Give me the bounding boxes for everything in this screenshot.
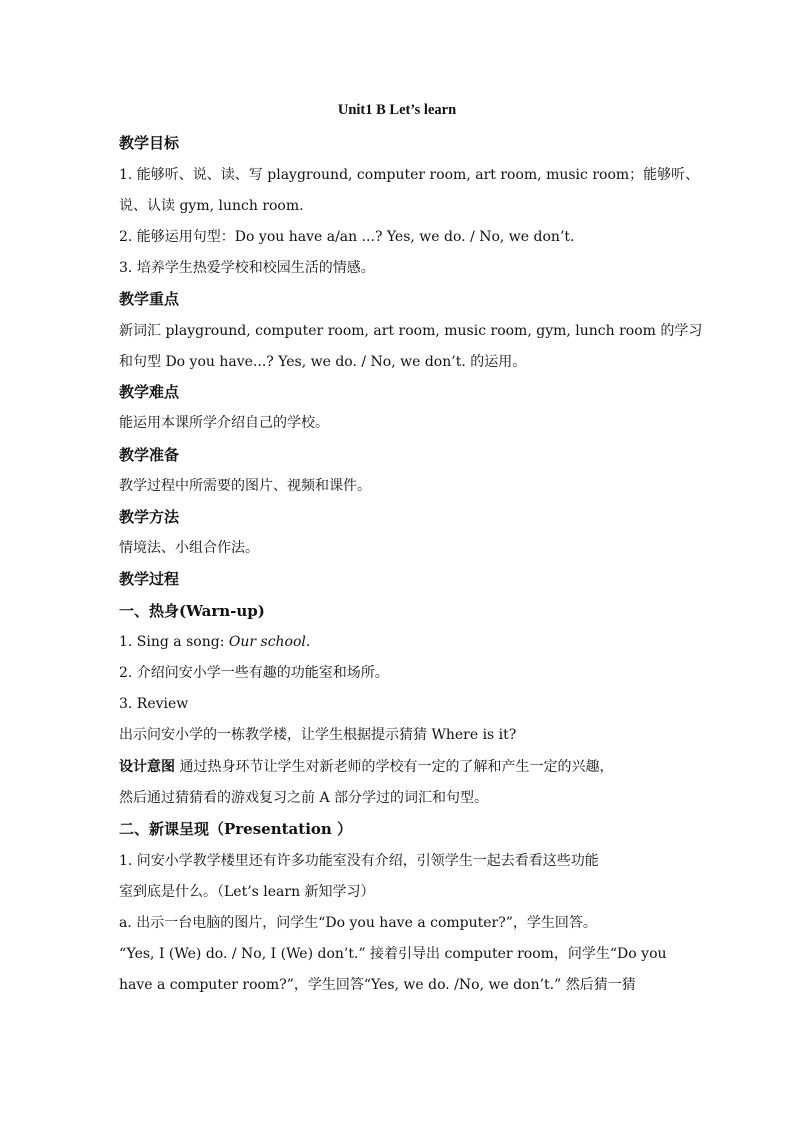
difficulties-heading: 教学难点 <box>119 383 180 401</box>
methods-line-1: 情境法、小组合作法。 <box>119 540 259 556</box>
presentation-a-line-1: a. 出示一台电脑的图片，问学生“Do you have a computer?”，学生回答。 <box>119 915 597 931</box>
review-line: 出示问安小学的一栋教学楼，让学生根据提示猜猜 Where is it? <box>119 727 517 743</box>
design-intent-label: 设计意图 <box>119 759 175 775</box>
warmup-heading: 一、热身(Warn-up) <box>119 602 265 620</box>
difficulties-line-1: 能运用本课所学介绍自己的学校。 <box>119 415 329 431</box>
presentation-heading: 二、新课呈现（Presentation ） <box>119 820 353 838</box>
design-intent-text: 通过热身环节让学生对新老师的学校有一定的了解和产生一定的兴趣， <box>175 759 614 775</box>
warmup-step-3: 3. Review <box>119 696 189 712</box>
key-points-line-1: 新词汇 playground, computer room, art room, music room, gym, lunch room 的学习 <box>119 323 703 339</box>
presentation-step-1-line-2: 室到底是什么。（Let’s learn 新知学习） <box>119 884 375 900</box>
presentation-a-line-2: “Yes, I (We) do. / No, I (We) don’t.” 接着引导出 computer room，问学生“Do you <box>119 946 667 962</box>
goals-item-1-line-2: 说、认读 gym, lunch room. <box>119 198 304 214</box>
warmup-step-2: 2. 介绍问安小学一些有趣的功能室和场所。 <box>119 665 389 681</box>
goals-item-1-line-1: 1. 能够听、说、读、写 playground, computer room, art room, music room；能够听、 <box>119 167 700 183</box>
goals-item-2: 2. 能够运用句型：Do you have a/an ...? Yes, we do. / No, we don’t. <box>119 229 575 245</box>
presentation-a-line-3: have a computer room?”，学生回答“Yes, we do. /No, we don’t.” 然后猜一猜 <box>119 977 636 993</box>
warmup-step-1 <box>119 632 310 652</box>
design-intent-line-2: 然后通过猜猜看的游戏复习之前 A 部分学过的词汇和句型。 <box>119 790 489 806</box>
presentation-step-1-line-1: 1. 问安小学教学楼里还有许多功能室没有介绍，引领学生一起去看看这些功能 <box>119 853 599 869</box>
warmup-step-1-label: 1. Sing a song: <box>119 634 229 650</box>
methods-heading: 教学方法 <box>119 508 180 526</box>
goals-heading: 教学目标 <box>119 134 180 152</box>
preparation-line-1: 教学过程中所需要的图片、视频和课件。 <box>119 478 371 494</box>
key-points-line-2: 和句型 Do you have...? Yes, we do. / No, we don’t. 的运用。 <box>119 354 527 370</box>
process-heading: 教学过程 <box>119 570 180 588</box>
design-intent-line-1 <box>119 757 613 777</box>
preparation-heading: 教学准备 <box>119 446 180 464</box>
key-points-heading: 教学重点 <box>119 290 180 308</box>
document-title: Unit1 B Let’s learn <box>337 102 457 118</box>
warmup-song-title: Our school. <box>228 634 311 650</box>
goals-item-3: 3. 培养学生热爱学校和校园生活的情感。 <box>119 260 375 276</box>
